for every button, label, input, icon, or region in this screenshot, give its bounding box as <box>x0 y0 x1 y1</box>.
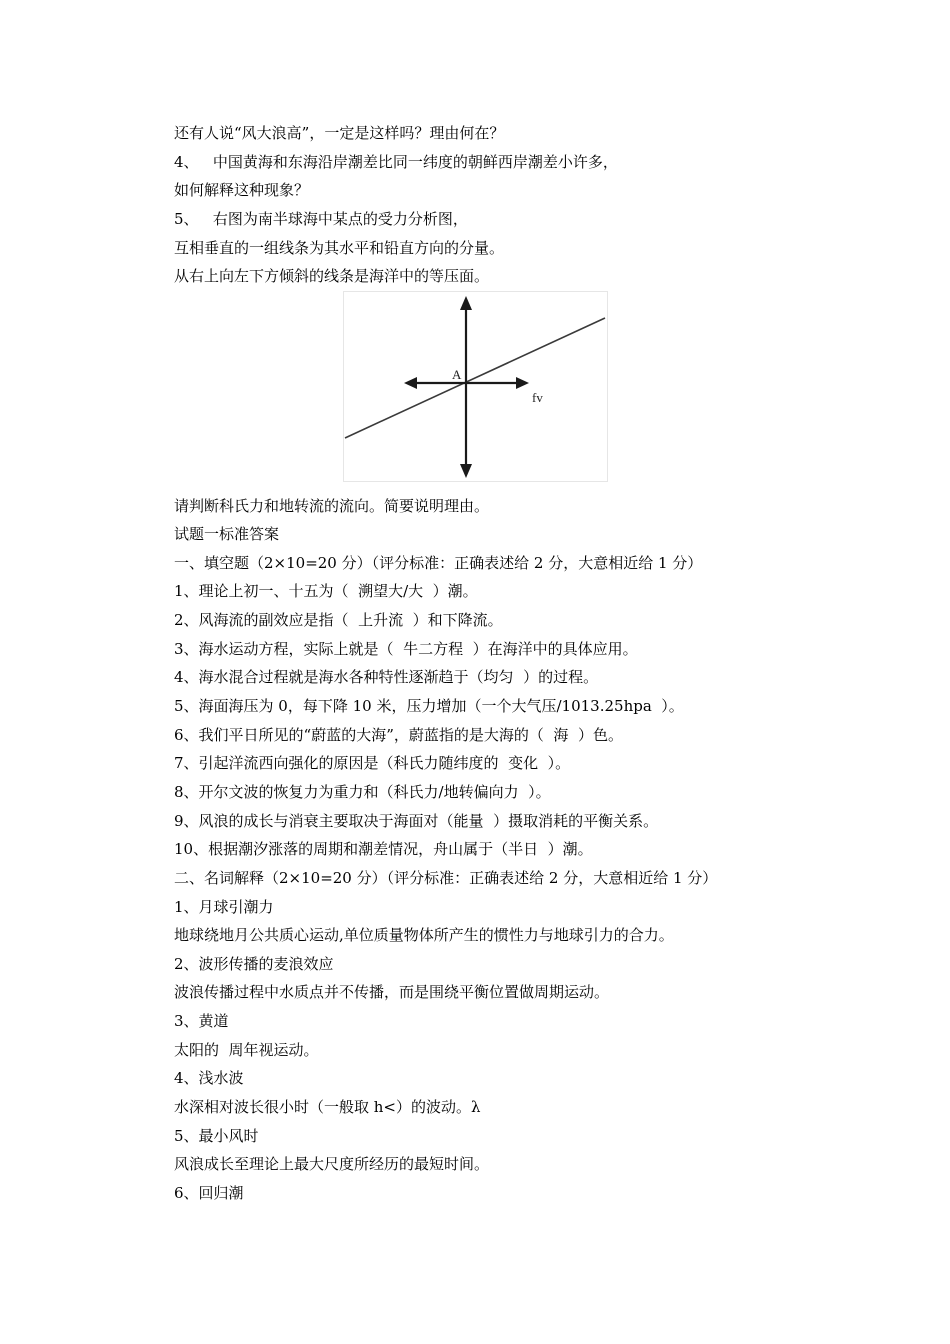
question-5-line-2: 互相垂直的一组线条为其水平和铅直方向的分量。 <box>174 239 505 257</box>
term-definition: 风浪成长至理论上最大尺度所经历的最短时间。 <box>174 1155 490 1173</box>
diagram-frame <box>344 292 608 482</box>
answers-title: 试题一标准答案 <box>174 525 280 543</box>
fill-blank-item: 3、海水运动方程，实际上就是（ 牛二方程 ）在海洋中的具体应用。 <box>174 640 638 658</box>
term-heading: 2、波形传播的麦浪效应 <box>174 955 334 973</box>
question-4-line-1: 4、 中国黄海和东海沿岸潮差比同一纬度的朝鲜西岸潮差小许多， <box>174 153 618 171</box>
fill-blank-item: 8、开尔文波的恢复力为重力和（科氏力/地转偏向力 ）。 <box>174 783 551 801</box>
force-diagram <box>343 291 608 482</box>
point-a-label: A <box>452 367 462 382</box>
term-heading: 5、最小风时 <box>174 1127 259 1145</box>
section-1-header: 一、填空题（2×10=20 分）（评分标准：正确表述给 2 分，大意相近给 1 分） <box>174 554 703 572</box>
term-heading: 4、浅水波 <box>174 1069 244 1087</box>
fill-blank-item: 1、理论上初一、十五为（ 溯望大/大 ）潮。 <box>174 582 478 600</box>
fill-blank-item: 4、海水混合过程就是海水各种特性逐渐趋于（均匀 ）的过程。 <box>174 668 599 686</box>
fill-blank-item: 6、我们平日所见的“蔚蓝的大海”，蔚蓝指的是大海的（ 海 ）色。 <box>174 726 623 744</box>
question-5-line-1: 5、 右图为南半球海中某点的受力分析图， <box>174 210 468 228</box>
term-heading: 3、黄道 <box>174 1012 229 1030</box>
fill-blank-item: 2、风海流的副效应是指（ 上升流 ）和下降流。 <box>174 611 503 629</box>
force-diagram-svg <box>343 291 608 482</box>
term-definition: 水深相对波长很小时（一般取 h<）的波动。λ <box>174 1098 481 1116</box>
question-5-prompt: 请判断科氏力和地转流的流向。简要说明理由。 <box>174 497 490 515</box>
term-definition: 波浪传播过程中水质点并不传播，而是围绕平衡位置做周期运动。 <box>174 983 610 1001</box>
term-definition: 地球绕地月公共质心运动,单位质量物体所产生的惯性力与地球引力的合力。 <box>174 926 674 944</box>
term-heading: 6、回归潮 <box>174 1184 244 1202</box>
question-5-line-3: 从右上向左下方倾斜的线条是海洋中的等压面。 <box>174 267 490 285</box>
fill-blank-item: 10、根据潮汐涨落的周期和潮差情况，舟山属于（半日 ）潮。 <box>174 840 593 858</box>
fill-blank-item: 5、海面海压为 0，每下降 10 米，压力增加（一个大气压/1013.25hpa ）。 <box>174 697 684 715</box>
fill-blank-item: 7、引起洋流西向强化的原因是（科氏力随纬度的 变化 ）。 <box>174 754 571 772</box>
question-text: 还有人说“风大浪高”，一定是这样吗？理由何在？ <box>174 124 505 142</box>
section-2-header: 二、名词解释（2×10=20 分）（评分标准：正确表述给 2 分，大意相近给 1 分） <box>174 869 718 887</box>
fill-blank-item: 9、风浪的成长与消衰主要取决于海面对（能量 ）摄取消耗的平衡关系。 <box>174 812 659 830</box>
term-heading: 1、月球引潮力 <box>174 898 274 916</box>
fv-label: fv <box>532 390 543 405</box>
term-definition: 太阳的 周年视运动。 <box>174 1041 319 1059</box>
question-4-line-2: 如何解释这种现象？ <box>174 181 310 199</box>
